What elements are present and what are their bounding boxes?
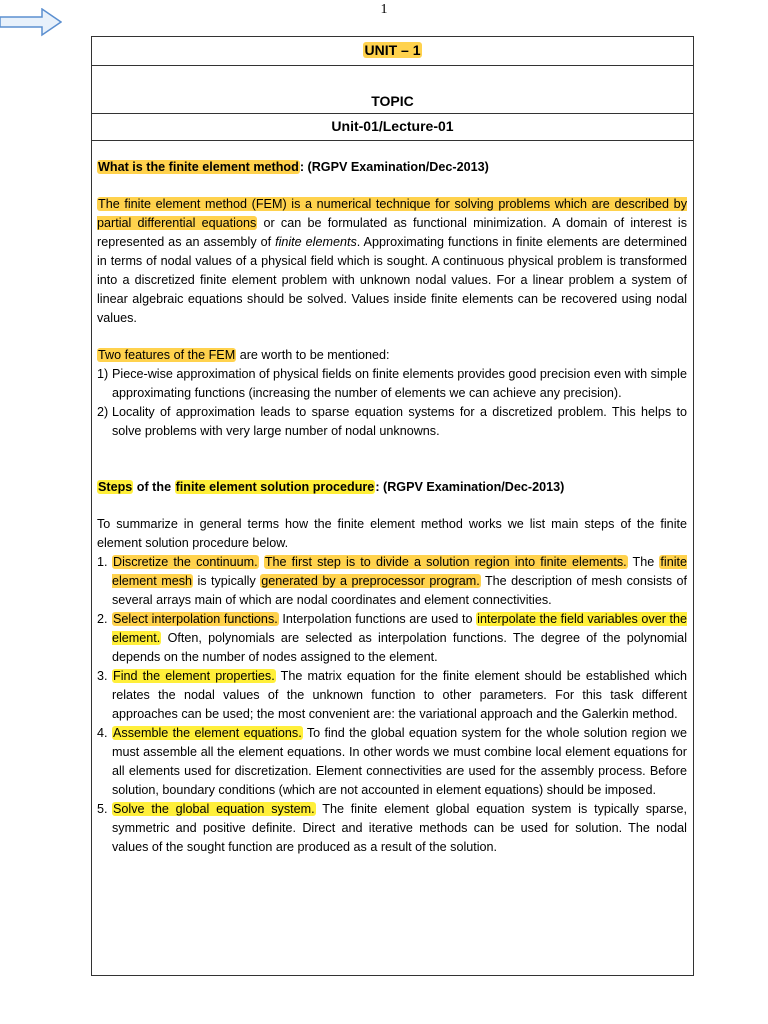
- step-text: is typically: [193, 574, 261, 588]
- topic-row: [92, 66, 693, 114]
- list-item: [97, 365, 687, 403]
- lecture-content: [97, 158, 687, 857]
- item-number: 2): [97, 405, 109, 419]
- item-number: 5.: [97, 802, 108, 816]
- heading-highlight: What is the finite element method: [98, 160, 299, 174]
- step-highlight: Assemble the element equations.: [113, 726, 302, 740]
- list-item: [97, 667, 687, 724]
- list-item: [97, 800, 687, 857]
- step-highlight: Find the element properties.: [113, 669, 275, 683]
- step-text: The finite element global equation system is typically sparse, symmetric and positive definite. Direct and iterative methods can be used for solution. The nodal values of the sought function are produced as a result of the solution.: [112, 802, 688, 854]
- item-number: 1.: [97, 555, 108, 569]
- definition-emphasis: finite elements: [275, 235, 357, 249]
- definition-highlight: The finite element method (FEM) is a numerical technique for solving problems which are described by partial differential equations: [97, 197, 687, 230]
- right-arrow-icon: [0, 8, 62, 38]
- topic-title: TOPIC: [371, 93, 414, 109]
- item-number: 3.: [97, 669, 108, 683]
- features-intro: [97, 346, 687, 365]
- lecture-title: Unit-01/Lecture-01: [331, 118, 454, 134]
- features-highlight: Two features of the FEM: [98, 348, 236, 362]
- unit-title: UNIT – 1: [364, 42, 421, 58]
- list-item: [97, 610, 687, 667]
- procedure-highlight: finite element solution procedure: [175, 480, 375, 494]
- step-text: The matrix equation for the finite element should be established which relates the nodal values of the unknown function to other parameters. For this task different approaches can be used; the most convenient are: the variational approach and the Galerkin method.: [112, 669, 687, 721]
- lecture-row: [92, 114, 693, 141]
- section-heading-fem: [97, 158, 687, 177]
- step-text: The description of mesh consists of several arrays main of which are nodal coordinates and element connectivities.: [112, 574, 687, 607]
- definition-text: or can be formulated as functional minimization. A domain of interest is represented as an assembly of: [97, 216, 687, 249]
- heading-text: of the: [133, 480, 175, 494]
- step-text: Interpolation functions are used to: [278, 612, 477, 626]
- steps-intro: To summarize in general terms how the finite element method works we list main steps of the finite element solution procedure below.: [97, 517, 687, 550]
- definition-text-continued: . Approximating functions in finite elements are determined in terms of nodal values of a physical field which is sought. A continuous physical problem is transformed into a discretized finite element problem with unknown nodal values. For a linear problem a system of linear algebraic equations should be solved. Values inside finite elements can be recovered using nodal values.: [97, 235, 687, 325]
- heading-text: : (RGPV Examination/Dec-2013): [299, 160, 489, 174]
- step-highlight: generated by a preprocessor program.: [261, 574, 480, 588]
- step-highlight: interpolate the field variables over the element.: [112, 612, 688, 645]
- step-highlight: Solve the global equation system.: [113, 802, 315, 816]
- list-item: [97, 553, 687, 610]
- step-highlight: Select interpolation functions.: [113, 612, 278, 626]
- features-list: [97, 365, 687, 441]
- item-text: Locality of approximation leads to sparse equation systems for a discretized problem. This helps to solve problems with very large number of nodal unknowns.: [112, 405, 687, 438]
- step-text: Often, polynomials are selected as interpolation functions. The degree of the polynomial depends on the number of nodes assigned to the element.: [112, 631, 687, 664]
- page-number: 1: [380, 2, 388, 17]
- item-number: 2.: [97, 612, 108, 626]
- step-highlight: Discretize the continuum.: [113, 555, 258, 569]
- step-text: The: [627, 555, 660, 569]
- item-text: Piece-wise approximation of physical fields on finite elements provides good precision even with simple approximating functions (increasing the number of elements we can achieve any precision).: [112, 367, 687, 400]
- step-text: To find the global equation system for the whole solution region we must assemble all the element equations. In other words we must combine local element equations for all elements used for discretization. Element connectivities are used for the assembly process. Before solution, boundary conditions (which are not accounted in element equations) should be imposed.: [112, 726, 687, 797]
- steps-highlight: Steps: [98, 480, 133, 494]
- unit-row: [92, 37, 693, 66]
- list-item: [97, 724, 687, 800]
- section-heading-steps: [97, 478, 687, 497]
- document-frame: [91, 36, 694, 976]
- step-highlight: finite element mesh: [112, 555, 687, 588]
- list-item: [97, 403, 687, 441]
- fem-definition-paragraph: [97, 195, 687, 328]
- features-intro-text: are worth to be mentioned:: [236, 348, 390, 362]
- step-highlight: The first step is to divide a solution region into finite elements.: [264, 555, 627, 569]
- item-number: 4.: [97, 726, 108, 740]
- steps-list: [97, 553, 687, 857]
- heading-text: : (RGPV Examination/Dec-2013): [375, 480, 565, 494]
- item-number: 1): [97, 367, 109, 381]
